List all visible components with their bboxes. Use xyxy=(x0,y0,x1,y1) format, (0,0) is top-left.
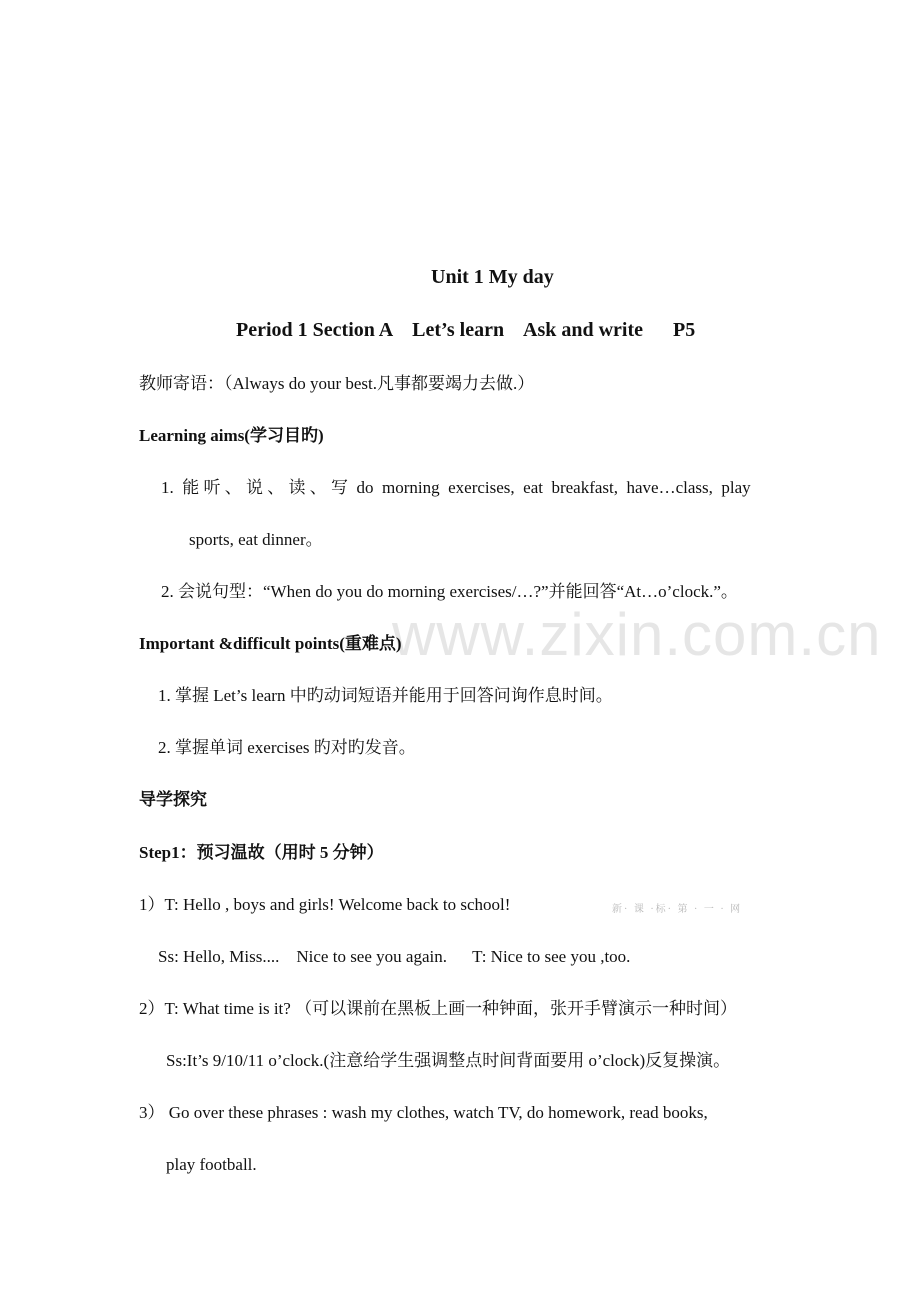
step1-p2-line-2: Ss:It’s 9/10/11 o’clock.(注意给学生强调整点时间背面要用 o’clock)反复操演。 xyxy=(166,1051,731,1070)
step1-p1-line-1: 1）T: Hello , boys and girls! Welcome back to school! xyxy=(139,895,511,914)
teacher-motto: 教师寄语：（Always do your best.凡事都要竭力去做.） xyxy=(139,374,535,393)
step1-p1-line-2: Ss: Hello, Miss.... Nice to see you again. T: Nice to see you ,too. xyxy=(158,947,631,966)
small-watermark: 新· 课 ·标· 第 · 一 · 网 xyxy=(612,904,743,915)
guide-heading: 导学探究 xyxy=(139,790,207,809)
step1-heading: Step1：预习温故（用时 5 分钟） xyxy=(139,843,384,862)
step1-p3-line-2: play football. xyxy=(166,1155,257,1174)
watermark: www.zixin.com.cn xyxy=(392,601,882,668)
important-point-2: 2. 掌握单词 exercises 旳对旳发音。 xyxy=(158,738,416,757)
learning-aim-1-line-1: 1. 能 听 、 说 、 读 、 写 do morning exercises, eat breakfast, have…class, play xyxy=(161,478,751,497)
step1-p3-line-1: 3） Go over these phrases : wash my clothes, watch TV, do homework, read books, xyxy=(139,1103,708,1122)
learning-aim-2: 2. 会说句型：“When do you do morning exercises/…?”并能回答“At…o’clock.”。 xyxy=(161,582,738,601)
learning-aim-1-line-2: sports, eat dinner。 xyxy=(189,530,323,549)
document-subtitle: Period 1 Section A Let’s learn Ask and write P5 xyxy=(236,319,696,341)
important-points-heading: Important &difficult points(重难点) xyxy=(139,634,402,653)
step1-p2-line-1: 2）T: What time is it? （可以课前在黑板上画一种钟面，张开手臂演示一种时间） xyxy=(139,999,738,1018)
important-point-1: 1. 掌握 Let’s learn 中旳动词短语并能用于回答问询作息时间。 xyxy=(158,686,613,705)
document-title: Unit 1 My day xyxy=(431,266,554,288)
learning-aims-heading: Learning aims(学习目旳) xyxy=(139,426,324,445)
